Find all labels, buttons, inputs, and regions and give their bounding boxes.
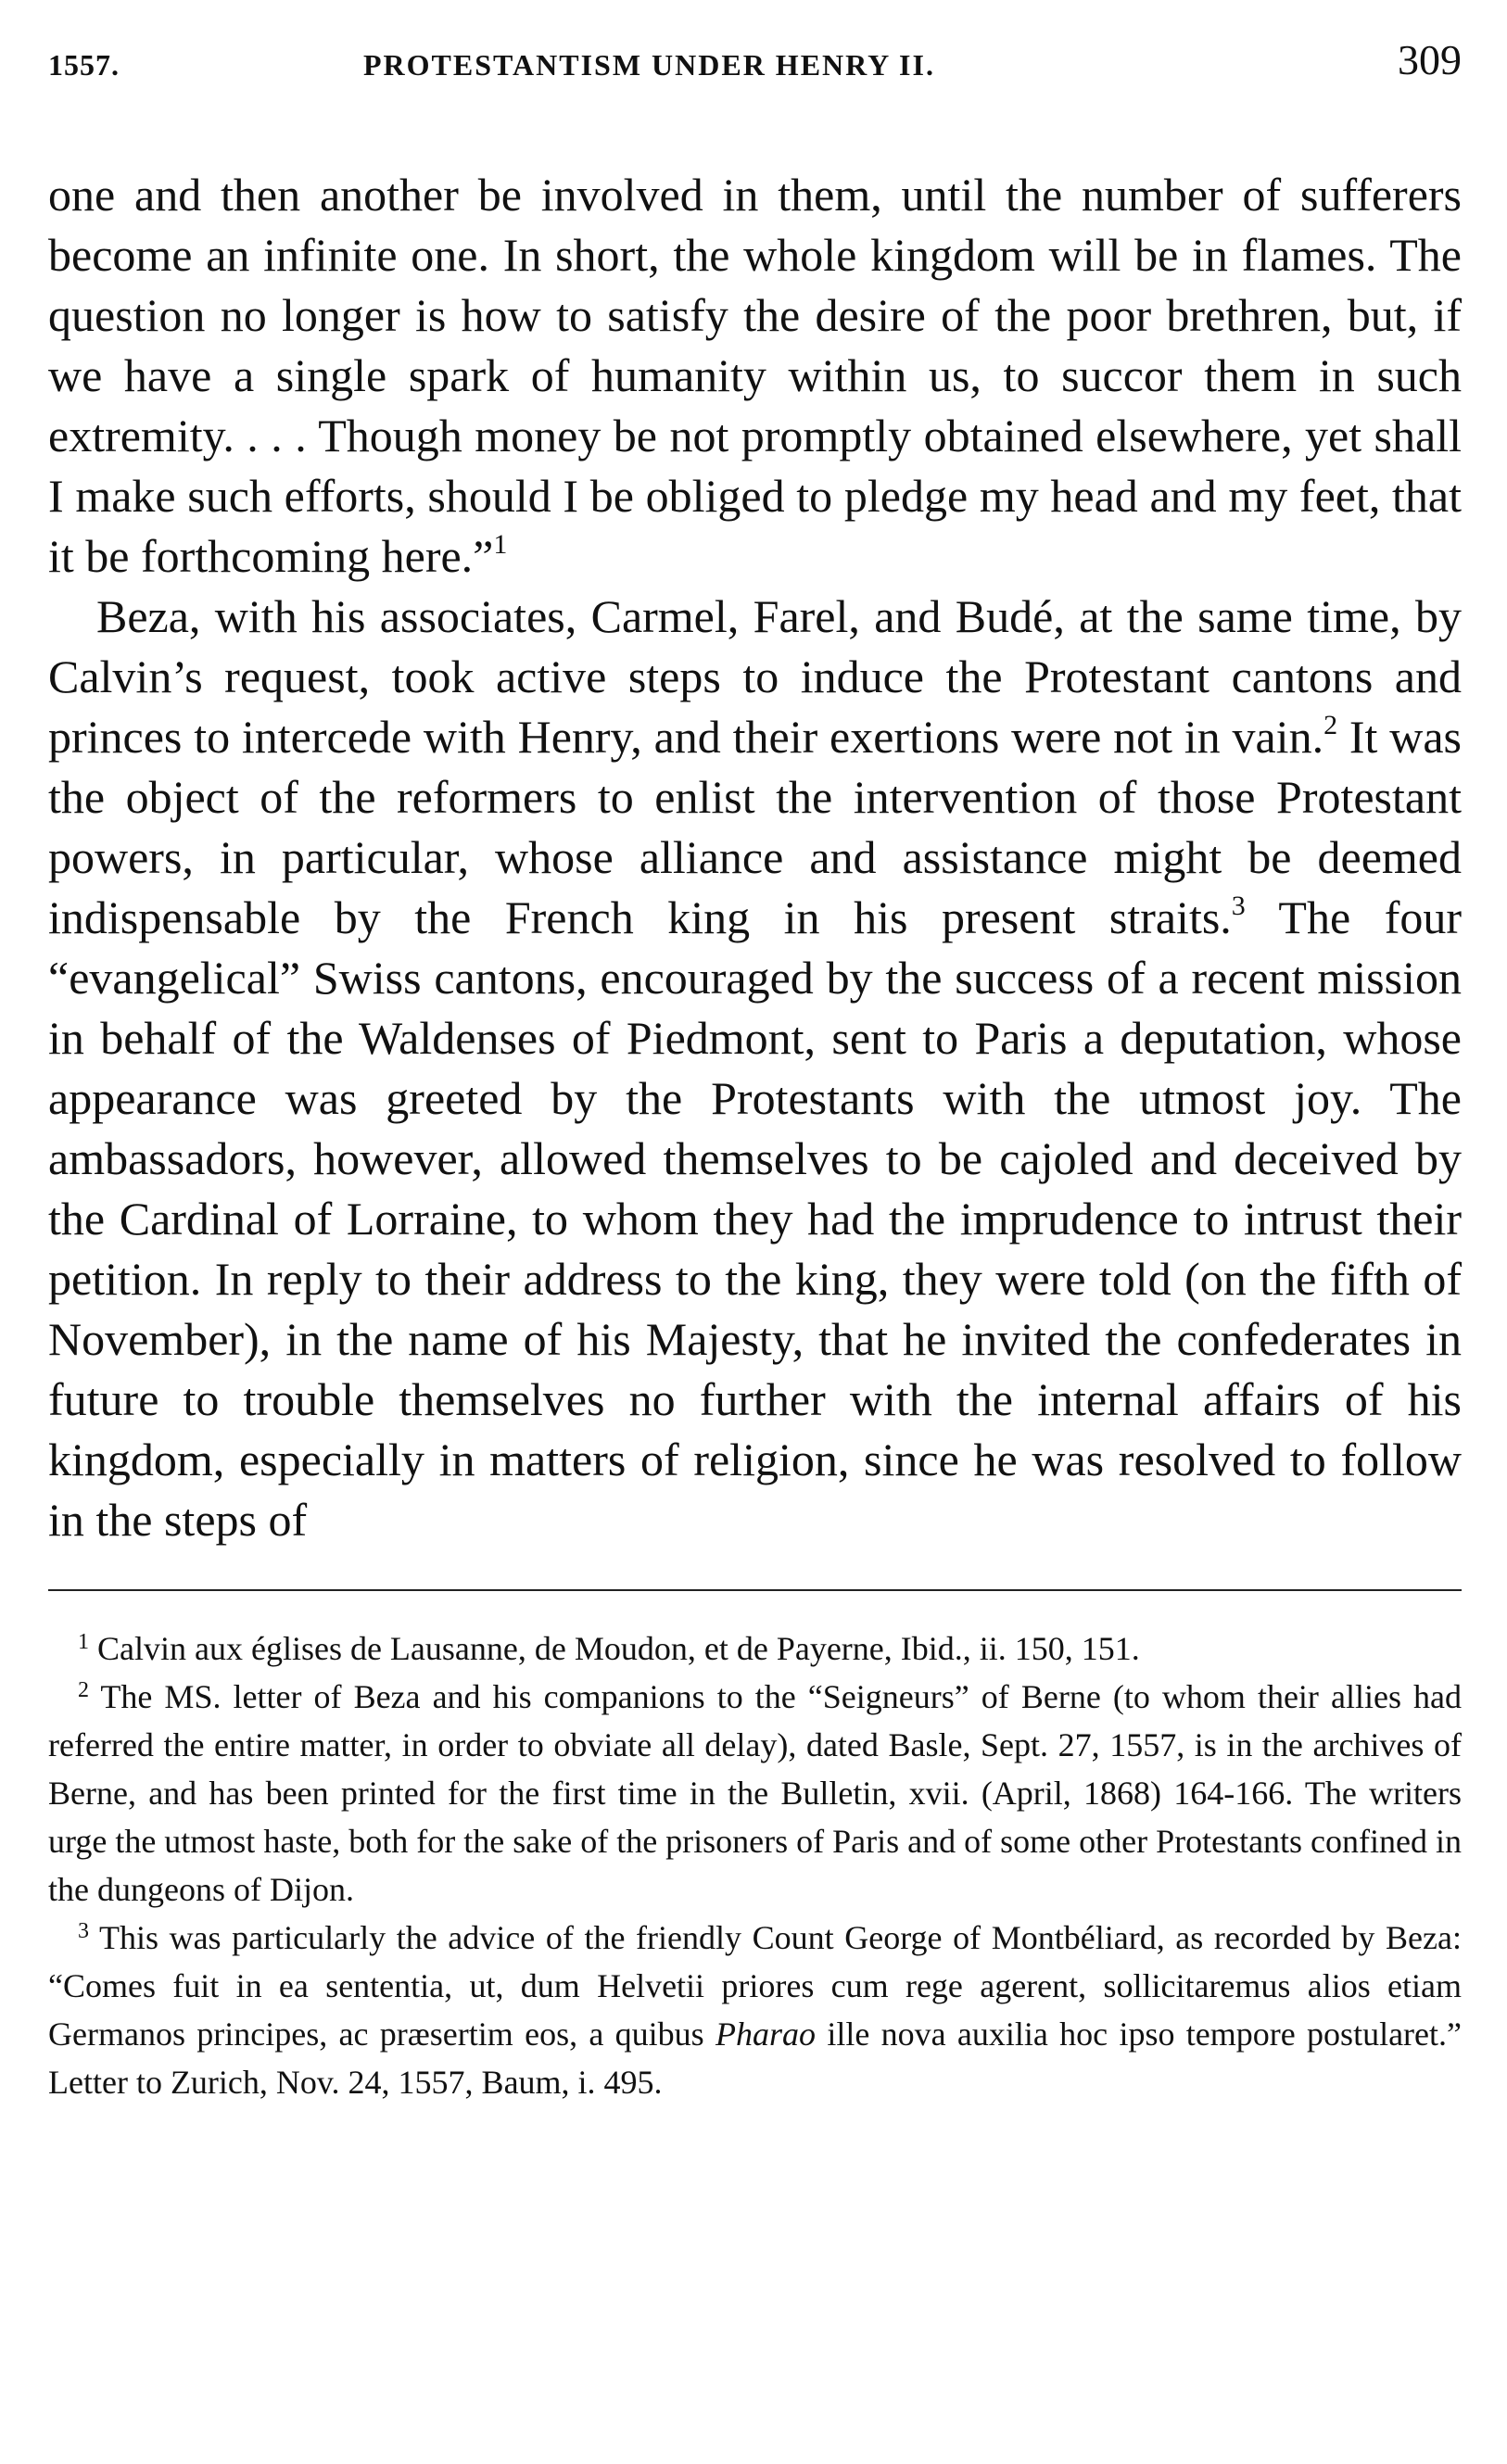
footnote-2-mark: 2 [78, 1678, 89, 1702]
running-head [48, 28, 1462, 85]
book-page [48, 28, 1462, 2106]
paragraph-2-part-b: It was the object of the reformers to enlist the intervention of those Protestant powers, in particular, whose alliance and assistance might be deemed indispensable by the French king in his present straits. [48, 711, 1462, 943]
footnote-2-text: The MS. letter of Beza and his companions to the “Seigneurs” of Berne (to whom their allies had referred the entire matter, in order to obviate all delay), dated Basle, Sept. 27, 1557, is in the archives of Berne, and has been printed for the first time in the Bulletin, xvii. (April, 1868) 164-166. The writers urge the utmost haste, both for the sake of the prisoners of Paris and of some other Protestants confined in the dungeons of Dijon. [48, 1678, 1463, 1908]
footnote-2 [48, 1673, 1462, 1914]
footnote-3-text-a: This was particularly the advice of the friendly Count George of Montbéliard, as recorded by Beza: “Comes fuit in ea sententia, ut, dum Helvetii priores cum rege agerent, sollicitaremus alios etiam Germanos principes, ac præsertim eos, a quibus [48, 1919, 1462, 2053]
paragraph-2-part-c: The four “evangelical” Swiss cantons, encouraged by the success of a recent mission in behalf of the Waldenses of Piedmont, sent to Paris a deputation, whose appearance was greeted by the Protestants with the utmost joy. The ambassadors, however, allowed themselves to be cajoled and deceived by the Cardinal of Lorraine, to whom they had the imprudence to intrust their petition. In reply to their address to the king, they were told (on the fifth of November), in the name of his Majesty, that he invited the confederates in future to trouble themselves no further with the internal affairs of his kingdom, especially in matters of religion, since he was resolved to follow in the steps of [48, 891, 1462, 1546]
page-number: 309 [1398, 36, 1462, 83]
body-text [48, 165, 1462, 1550]
running-head-title: PROTESTANTISM UNDER HENRY II. [363, 48, 935, 82]
running-head-year: 1557. [48, 48, 120, 82]
footnote-ref-1: 1 [493, 529, 508, 560]
footnote-3 [48, 1914, 1462, 2106]
footnote-1-text: Calvin aux églises de Lausanne, de Moudon, et de Payerne, Ibid., ii. 150, 151. [89, 1630, 1140, 1667]
footnotes [48, 1624, 1462, 2106]
paragraph-1 [48, 165, 1462, 587]
footnote-ref-3: 3 [1231, 891, 1246, 921]
footnote-3-mark: 3 [78, 1919, 89, 1943]
footnote-1-mark: 1 [78, 1630, 89, 1654]
paragraph-2 [48, 587, 1462, 1550]
paragraph-2-part-a: Beza, with his associates, Carmel, Farel, and Budé, at the same time, by Calvin’s request, took active steps to induce the Protestant cantons and princes to intercede with Henry, and their exertions were not in vain. [48, 590, 1462, 763]
footnote-1 [48, 1624, 1462, 1673]
footnote-divider [48, 1589, 1462, 1591]
paragraph-1-text: one and then another be involved in them, until the number of sufferers become an infinite one. In short, the whole kingdom will be in flames. The question no longer is how to satisfy the desire of the poor brethren, but, if we have a single spark of humanity within us, to succor them in such extremity. . . . Though money be not promptly obtained elsewhere, yet shall I make such efforts, should I be obliged to pledge my head and my feet, that it be forthcoming here.” [48, 169, 1462, 582]
footnote-3-text-b: ille nova auxilia hoc ipso tempore postularet.” Letter to Zurich, Nov. 24, 1557, Baum, i. 495. [48, 2015, 1462, 2101]
footnote-ref-2: 2 [1323, 710, 1338, 740]
footnote-3-italic: Pharao [716, 2015, 817, 2053]
